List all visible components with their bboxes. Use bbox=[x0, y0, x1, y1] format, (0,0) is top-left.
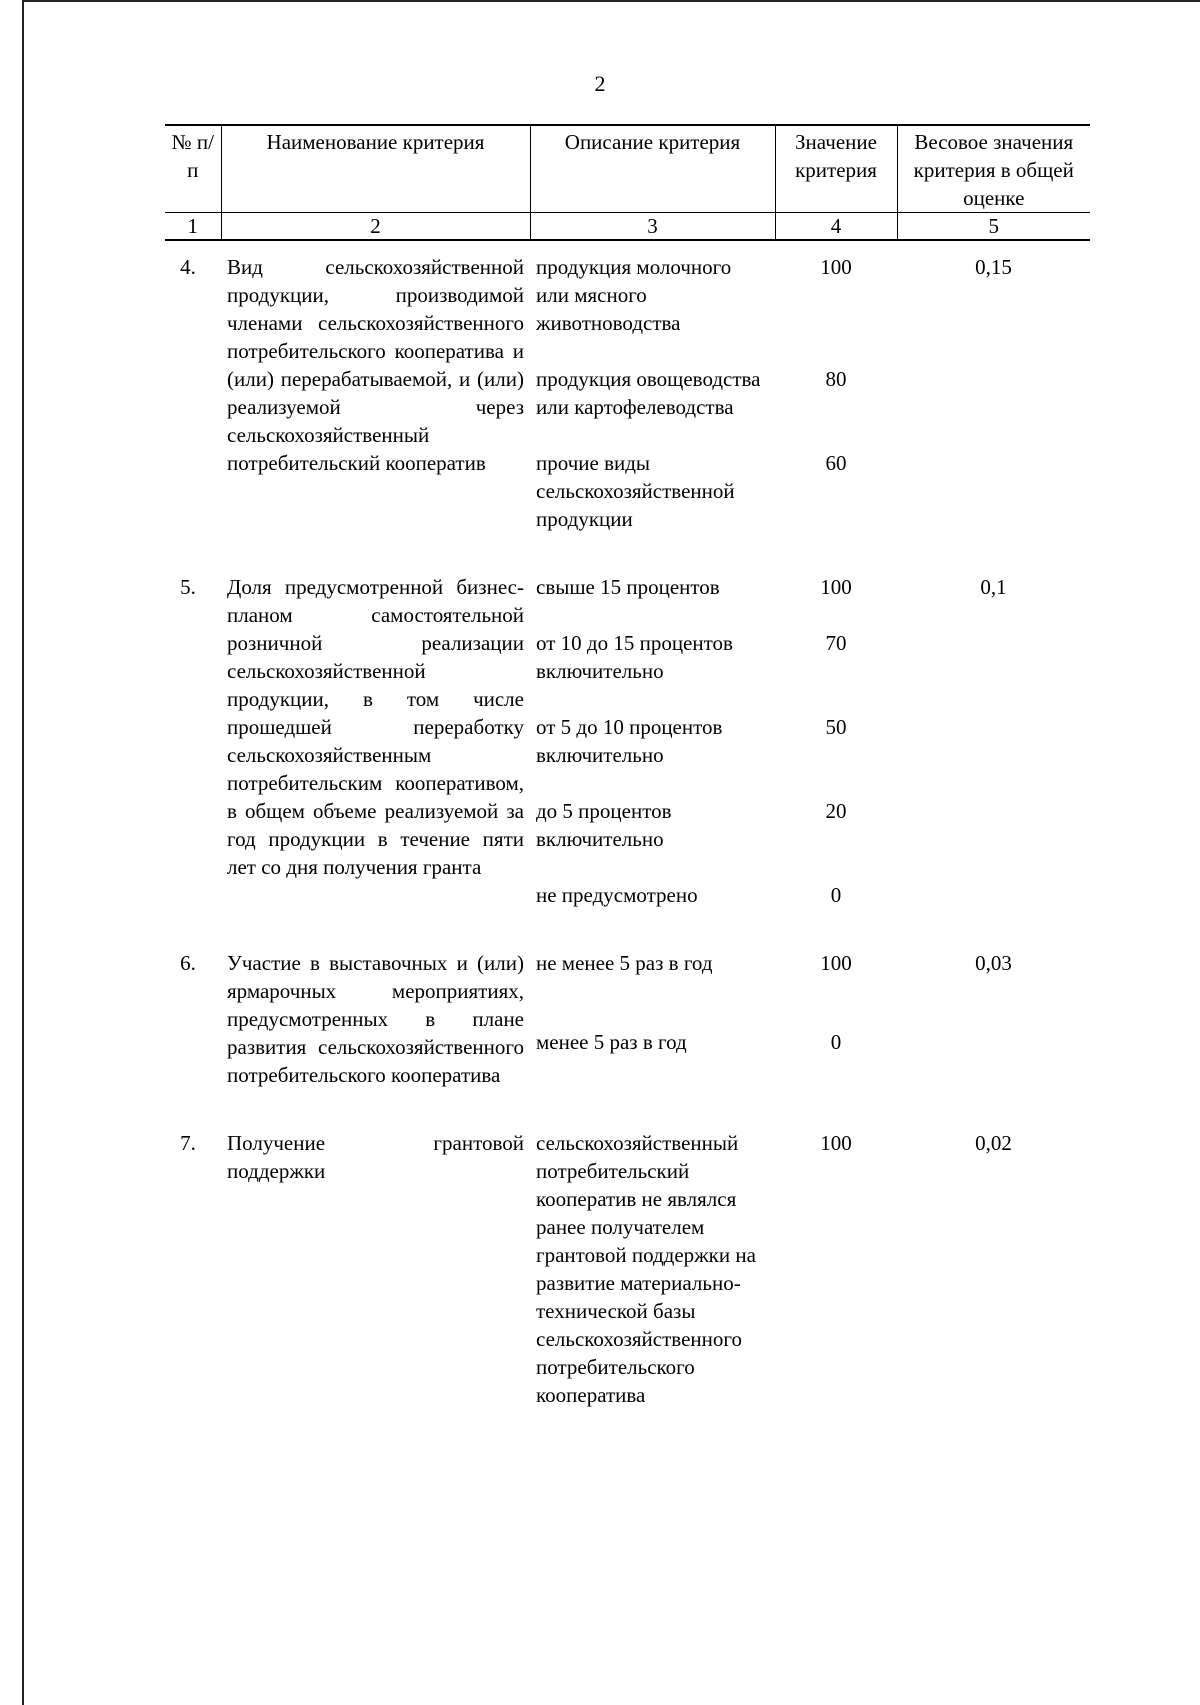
scan-edge-left bbox=[22, 0, 24, 1705]
option-description: менее 5 раз в год bbox=[536, 1030, 687, 1055]
option-value: 80 bbox=[825, 367, 847, 391]
option-description: свыше 15 процентов bbox=[536, 575, 720, 599]
criterion-name: Получение грантовой поддержки bbox=[227, 1131, 524, 1183]
option-description: сельскохозяйственный потребительский кооператив не являлся ранее получателем грантовой поддержки на развитие материально-технической базы сельскохозяйственного потребительского кооператива bbox=[536, 1131, 756, 1407]
column-number: 3 bbox=[530, 213, 775, 241]
table-row bbox=[165, 1117, 1090, 1409]
row-gap bbox=[165, 1089, 1090, 1117]
criterion-weight: 0,03 bbox=[975, 951, 1012, 975]
header-name: Наименование критерия bbox=[221, 125, 530, 213]
option-description: не предусмотрено bbox=[536, 883, 698, 907]
option-value: 70 bbox=[825, 631, 847, 655]
table-row bbox=[165, 561, 1090, 601]
table-row bbox=[165, 240, 1090, 337]
page-number: 2 bbox=[594, 71, 606, 96]
option-description: от 10 до 15 процентов включительно bbox=[536, 631, 733, 683]
criterion-weight: 0,15 bbox=[975, 255, 1012, 279]
option-value: 50 bbox=[825, 715, 847, 739]
option-description: продукция молочного или мясного животноводства bbox=[536, 255, 732, 335]
row-gap bbox=[165, 909, 1090, 937]
option-description: не менее 5 раз в год bbox=[536, 951, 713, 975]
criterion-weight: 0,02 bbox=[975, 1131, 1012, 1155]
criterion-weight: 0,1 bbox=[980, 575, 1007, 599]
header-description: Описание критерия bbox=[530, 125, 775, 213]
column-number: 1 bbox=[165, 213, 221, 241]
option-value: 0 bbox=[830, 883, 842, 907]
scan-edge-top bbox=[22, 0, 1200, 2]
criterion-num: 7. bbox=[180, 1131, 196, 1155]
criterion-name: Участие в выставочных и (или) ярмарочных мероприятиях, предусмотренных в плане развития сельскохозяйственного потребительского кооператива bbox=[227, 951, 524, 1087]
option-description: продукция овощеводства или картофелеводства bbox=[536, 367, 761, 419]
column-number: 2 bbox=[221, 213, 530, 241]
criterion-name: Доля предусмотренной бизнес-планом самостоятельной розничной реализации сельскохозяйственной продукции, в том числе прошедшей переработку сельскохозяйственным потребительским кооперативом, в общем объеме реализуемой за год продукции в течение пяти лет со дня получения гранта bbox=[227, 575, 524, 879]
header-num: № п/п bbox=[165, 125, 221, 213]
option-value: 0 bbox=[830, 1030, 842, 1055]
table-header bbox=[165, 125, 1090, 240]
option-value: 60 bbox=[825, 451, 847, 475]
criterion-name: Вид сельскохозяйственной продукции, производимой членами сельскохозяйственного потребительского кооператива и (или) перерабатываемой, и (или) реализуемой через сельскохозяйственный потребительский кооператив bbox=[227, 255, 524, 475]
header-weight: Весовое значения критерия в общей оценке bbox=[897, 125, 1090, 213]
option-description: до 5 процентов включительно bbox=[536, 799, 672, 851]
column-number: 4 bbox=[775, 213, 897, 241]
option-description: от 5 до 10 процентов включительно bbox=[536, 715, 723, 767]
option-value: 100 bbox=[820, 951, 852, 975]
criteria-table bbox=[165, 124, 1090, 1409]
option-description: прочие виды сельскохозяйственной продукции bbox=[536, 451, 735, 531]
header-value: Значение критерия bbox=[775, 125, 897, 213]
criterion-num: 4. bbox=[180, 255, 196, 279]
table-body bbox=[165, 240, 1090, 1409]
criterion-num: 6. bbox=[180, 951, 196, 975]
option-value: 100 bbox=[820, 575, 852, 599]
column-number: 5 bbox=[897, 213, 1090, 241]
criterion-num: 5. bbox=[180, 575, 196, 599]
row-gap bbox=[165, 533, 1090, 561]
option-value: 100 bbox=[820, 255, 852, 279]
option-value: 20 bbox=[825, 799, 847, 823]
table-row bbox=[165, 937, 1090, 1000]
option-value: 100 bbox=[820, 1131, 852, 1155]
